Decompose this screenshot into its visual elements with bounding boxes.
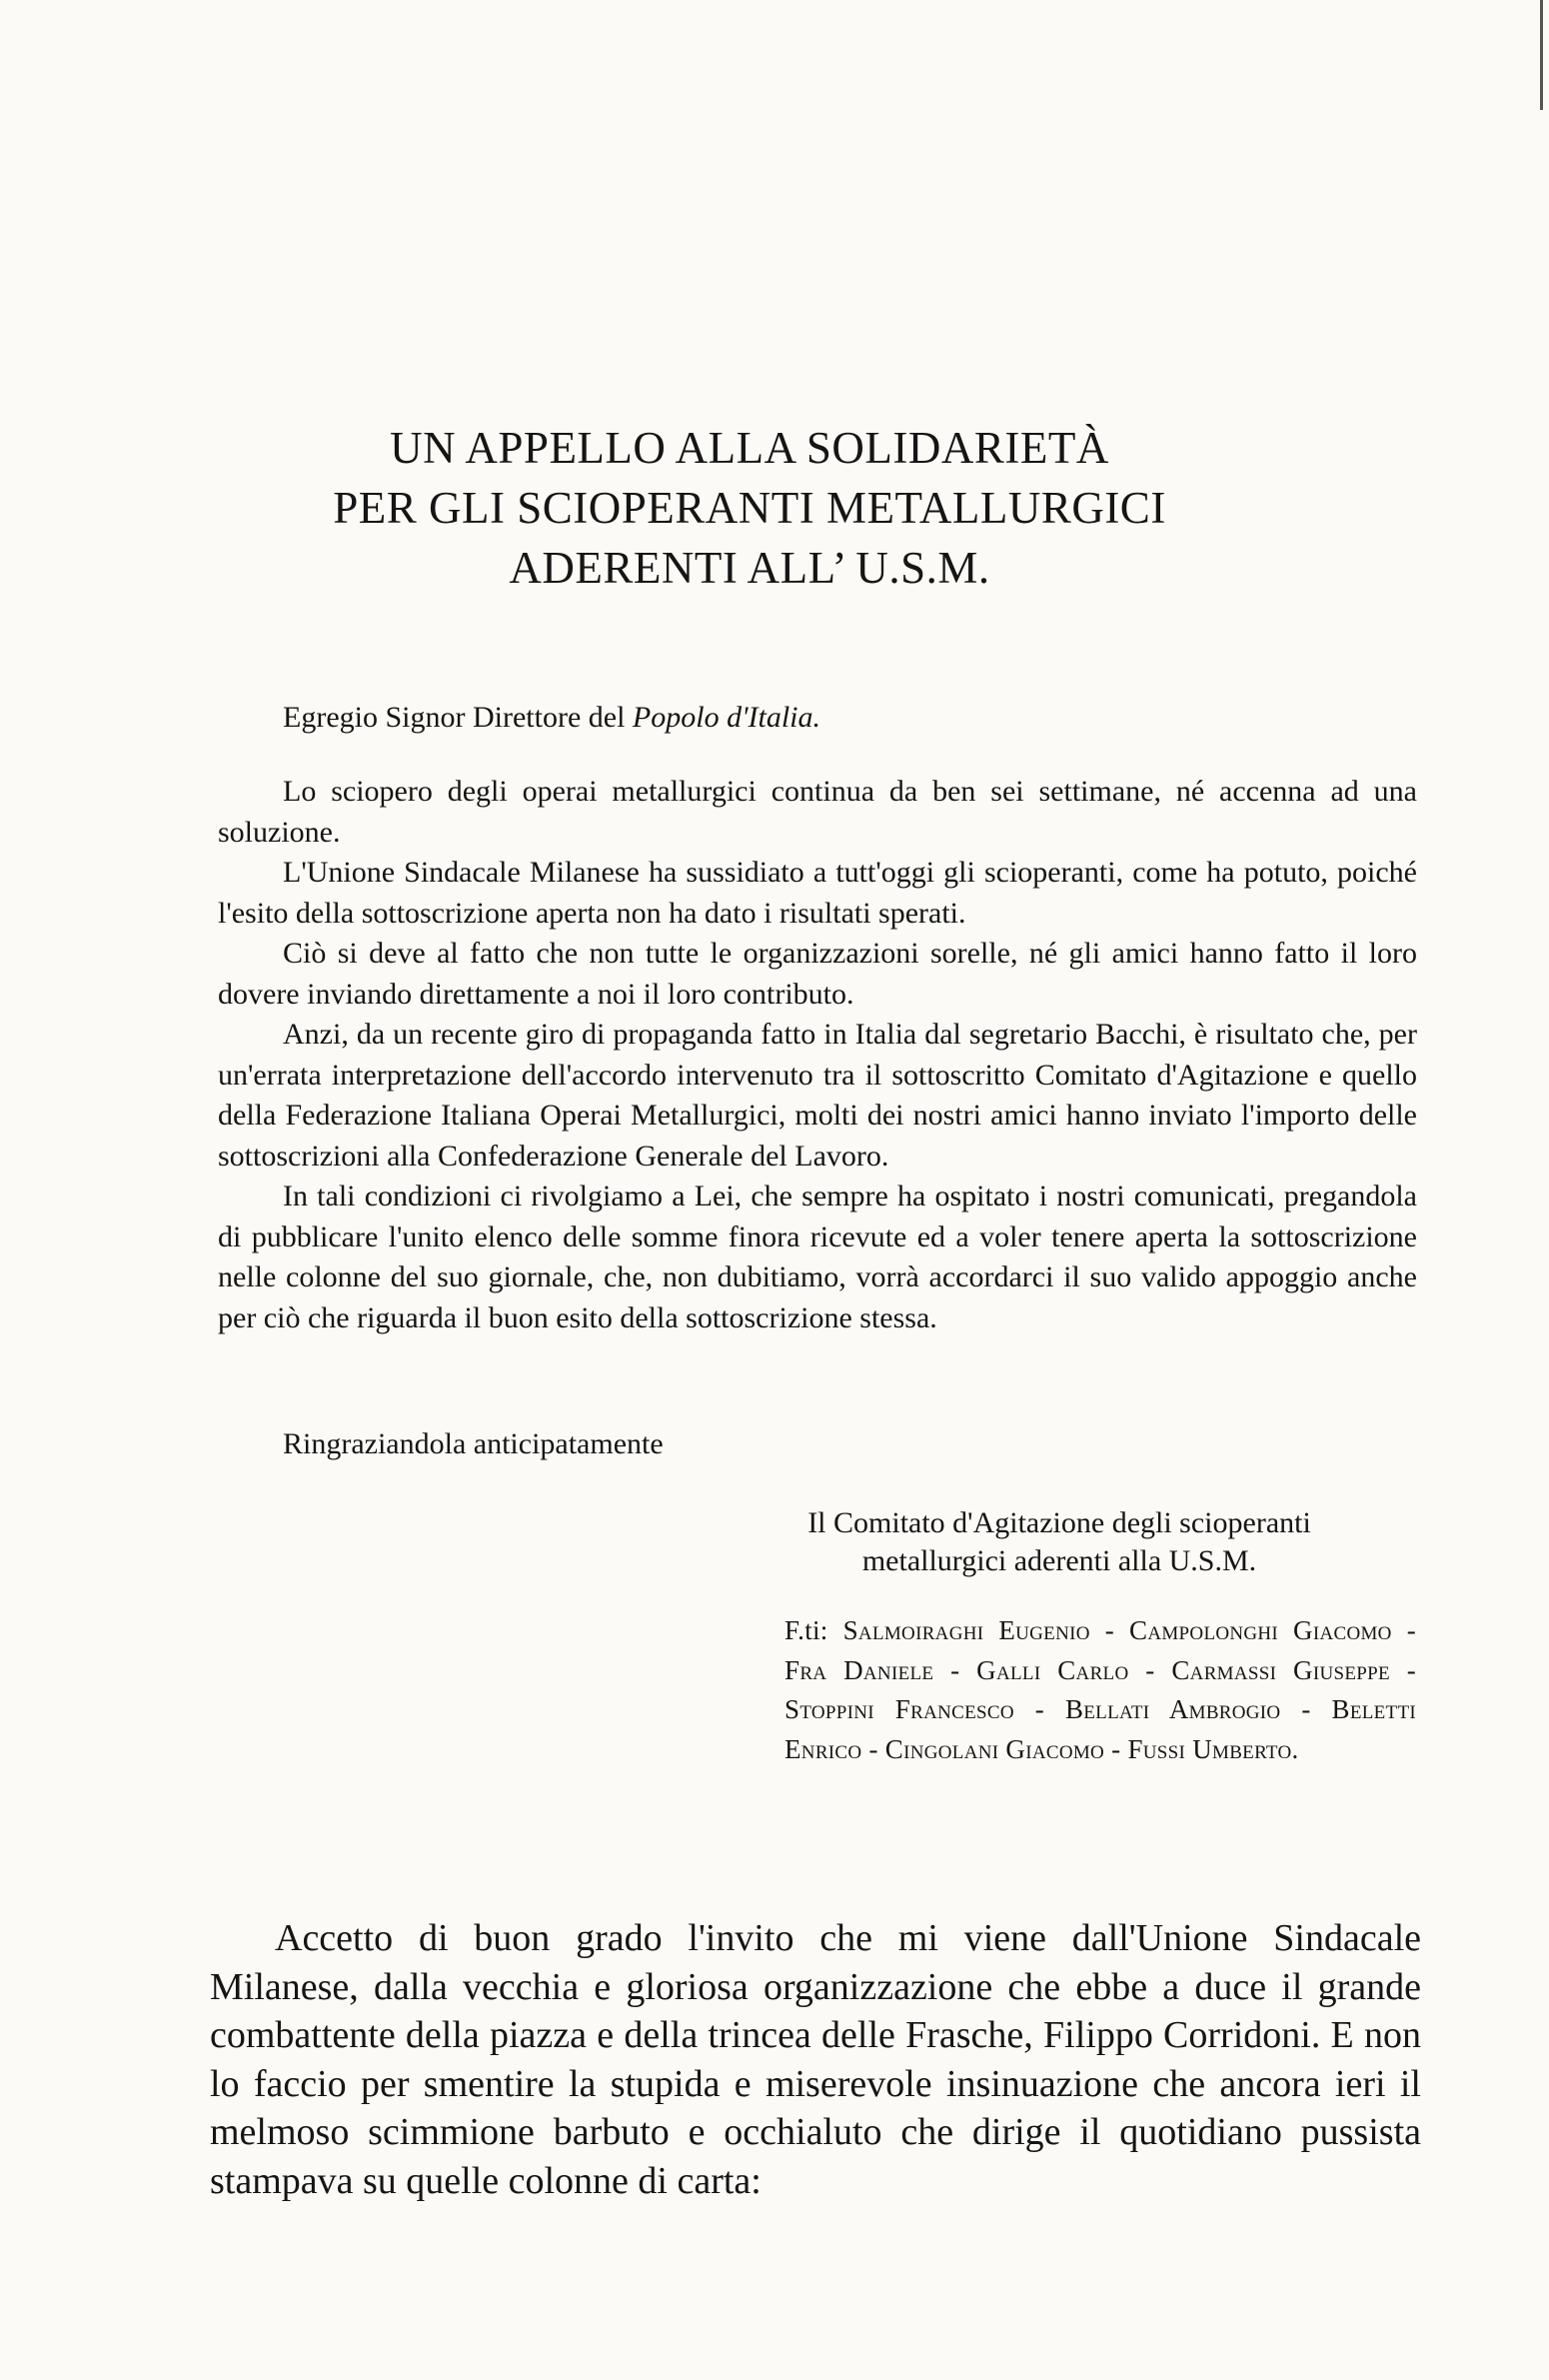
letter-body (218, 772, 1417, 1338)
letter-paragraph: Anzi, da un recente giro di propaganda fatto in Italia dal segretario Bacchi, è risultato che, per un'errata interpretazione dell'accordo intervenuto tra il sottoscritto Comitato d'Agitazione e quello della Federazione Italiana Operai Metallurgici, molti dei nostri amici hanno inviato l'importo delle sottoscrizioni alla Confederazione Generale del Lavoro. (218, 1018, 1417, 1173)
letter-paragraph: L'Unione Sindacale Milanese ha sussidiato a tutt'oggi gli scioperanti, come ha potuto, poiché l'esito della sottoscrizione aperta non ha dato i risultati sperati. (218, 856, 1417, 930)
letter-paragraph: In tali condizioni ci rivolgiamo a Lei, che sempre ha ospitato i nostri comunicati, pregandola di pubblicare l'unito elenco delle somme finora ricevute ed a voler tenere aperta la sottoscrizione nelle colonne del suo giornale, che, non dubitiamo, vorrà accordarci il suo valido appoggio anche per ciò che riguarda il buon esito della sottoscrizione stessa. (218, 1180, 1417, 1334)
editor-reply (210, 1914, 1421, 2205)
page-edge-mark (1540, 0, 1543, 110)
signatories-names: Salmoiraghi Eugenio - Campolonghi Giacomo - Fra Daniele - Galli Carlo - Carmassi Giuseppe - Stoppini Francesco - Bellati Ambrogio - Beletti Enrico - Cingolani Giacomo - Fussi Umberto. (784, 1615, 1416, 1764)
reply-paragraph: Accetto di buon grado l'invito che mi viene dall'Unione Sindacale Milanese, dalla vecchia e gloriosa organizzazione che ebbe a duce il grande combattente della piazza e della trincea delle Frasche, Filippo Corridoni. E non lo faccio per smentire la stupida e miserevole insinuazione che ancora ieri il melmoso scimmione barbuto e occhialuto che dirige il quotidiano pussista stampava su quelle colonne di carta: (210, 1917, 1421, 2202)
signatures-label: F.ti: (784, 1615, 828, 1645)
salutation (283, 701, 820, 735)
title-line-3: ADERENTI ALL’ U.S.M. (509, 543, 990, 593)
letter-paragraph: Lo sciopero degli operai metallurgici continua da ben sei settimane, né accenna ad una soluzione. (218, 775, 1417, 849)
committee-line-1: Il Comitato d'Agitazione degli scioperanti (807, 1506, 1311, 1539)
title-line-2: PER GLI SCIOPERANTI METALLURGICI (333, 483, 1166, 533)
committee-line-2: metallurgici aderenti alla U.S.M. (861, 1544, 1257, 1577)
salutation-text: Egregio Signor Direttore del (283, 701, 633, 734)
committee-signature (700, 1504, 1419, 1580)
article-title (300, 418, 1199, 598)
newspaper-name: Popolo d'Italia. (632, 701, 820, 734)
letter-paragraph: Ciò si deve al fatto che non tutte le organizzazioni sorelle, né gli amici hanno fatto il loro dovere inviando direttamente a noi il loro contributo. (218, 937, 1417, 1011)
signatories-list (784, 1611, 1416, 1769)
title-line-1: UN APPELLO ALLA SOLIDARIETÀ (390, 423, 1109, 473)
letter-closing: Ringraziandola anticipatamente (283, 1427, 664, 1460)
